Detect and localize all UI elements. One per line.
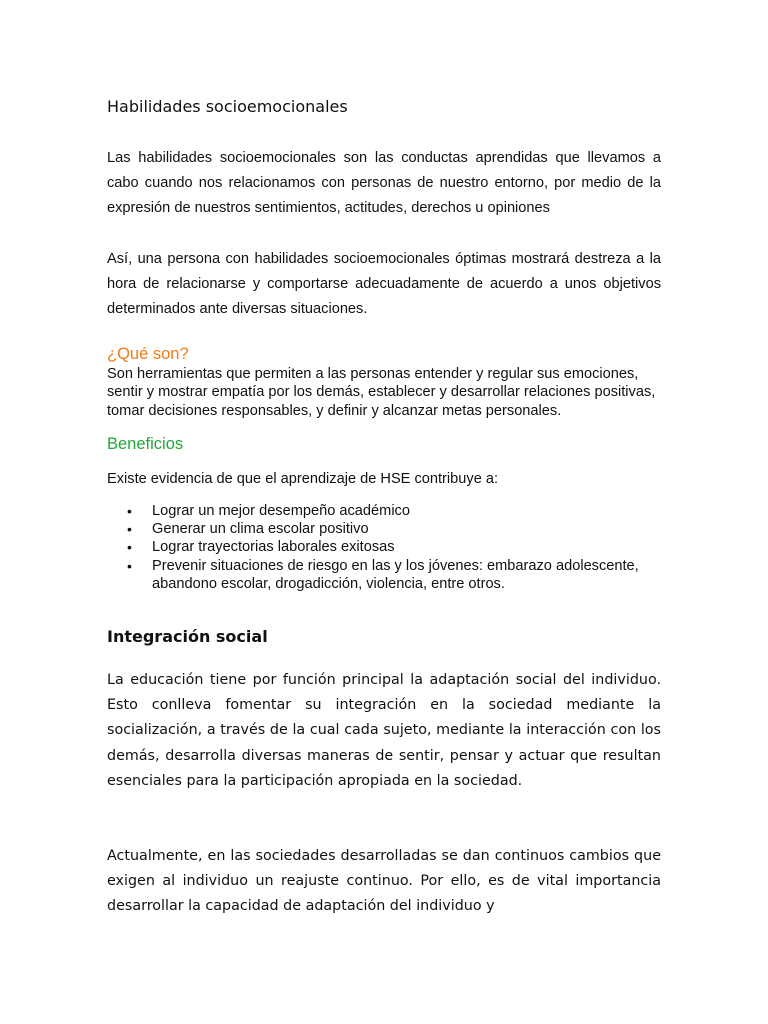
beneficios-heading: Beneficios bbox=[107, 435, 184, 453]
bullet-icon: • bbox=[127, 521, 132, 538]
list-item-text: Lograr un mejor desempeño académico bbox=[152, 503, 410, 519]
document-title: Habilidades socioemocionales bbox=[107, 97, 348, 116]
list-item bbox=[107, 557, 661, 593]
list-item bbox=[107, 538, 661, 556]
list-item bbox=[107, 502, 661, 520]
list-item-text: Prevenir situaciones de riesgo en las y los jóvenes: embarazo adolescente, abandono escolar, drogadicción, violencia, entre otros. bbox=[152, 557, 639, 592]
bullet-icon: • bbox=[127, 503, 132, 519]
que-son-paragraph: Son herramientas que permiten a las personas entender y regular sus emociones, sentir y mostrar empatía por los demás, establecer y desarrollar relaciones positivas, tomar decisiones responsables, y definir y alcanzar metas personales. bbox=[107, 366, 656, 419]
bullet-icon: • bbox=[127, 539, 132, 556]
list-item-text: Lograr trayectorias laborales exitosas bbox=[152, 539, 395, 556]
bullet-icon: • bbox=[127, 557, 132, 574]
intro-paragraph-2: Así, una persona con habilidades socioemocionales óptimas mostrará destreza a la hora de relacionarse y comportarse adecuadamente de acuerdo a unos objetivos determinados ante diversas situaciones. bbox=[107, 251, 661, 317]
que-son-heading: ¿Qué son? bbox=[107, 345, 189, 363]
integracion-paragraph-2: Actualmente, en las sociedades desarrolladas se dan continuos cambios que exigen al individuo un reajuste continuo. Por ello, es de vital importancia desarrollar la capacidad de adaptación del individuo y bbox=[107, 848, 661, 915]
integracion-heading: Integración social bbox=[107, 627, 268, 646]
beneficios-list bbox=[107, 502, 661, 593]
integracion-paragraph-1: La educación tiene por función principal la adaptación social del individuo. Esto conlleva fomentar su integración en la sociedad mediante la socialización, a través de la cual cada sujeto, mediante la interacción con los demás, desarrolla diversas maneras de sentir, pensar y actuar que resultan esenciales para la participación apropiada en la sociedad. bbox=[107, 672, 661, 789]
list-item-text: Generar un clima escolar positivo bbox=[152, 521, 369, 538]
beneficios-intro: Existe evidencia de que el aprendizaje de HSE contribuye a: bbox=[107, 471, 499, 487]
list-item bbox=[107, 520, 661, 538]
intro-paragraph-1: Las habilidades socioemocionales son las conductas aprendidas que llevamos a cabo cuando nos relacionamos con personas de nuestro entorno, por medio de la expresión de nuestros sentimientos, actitudes, derechos u opiniones bbox=[107, 150, 661, 216]
